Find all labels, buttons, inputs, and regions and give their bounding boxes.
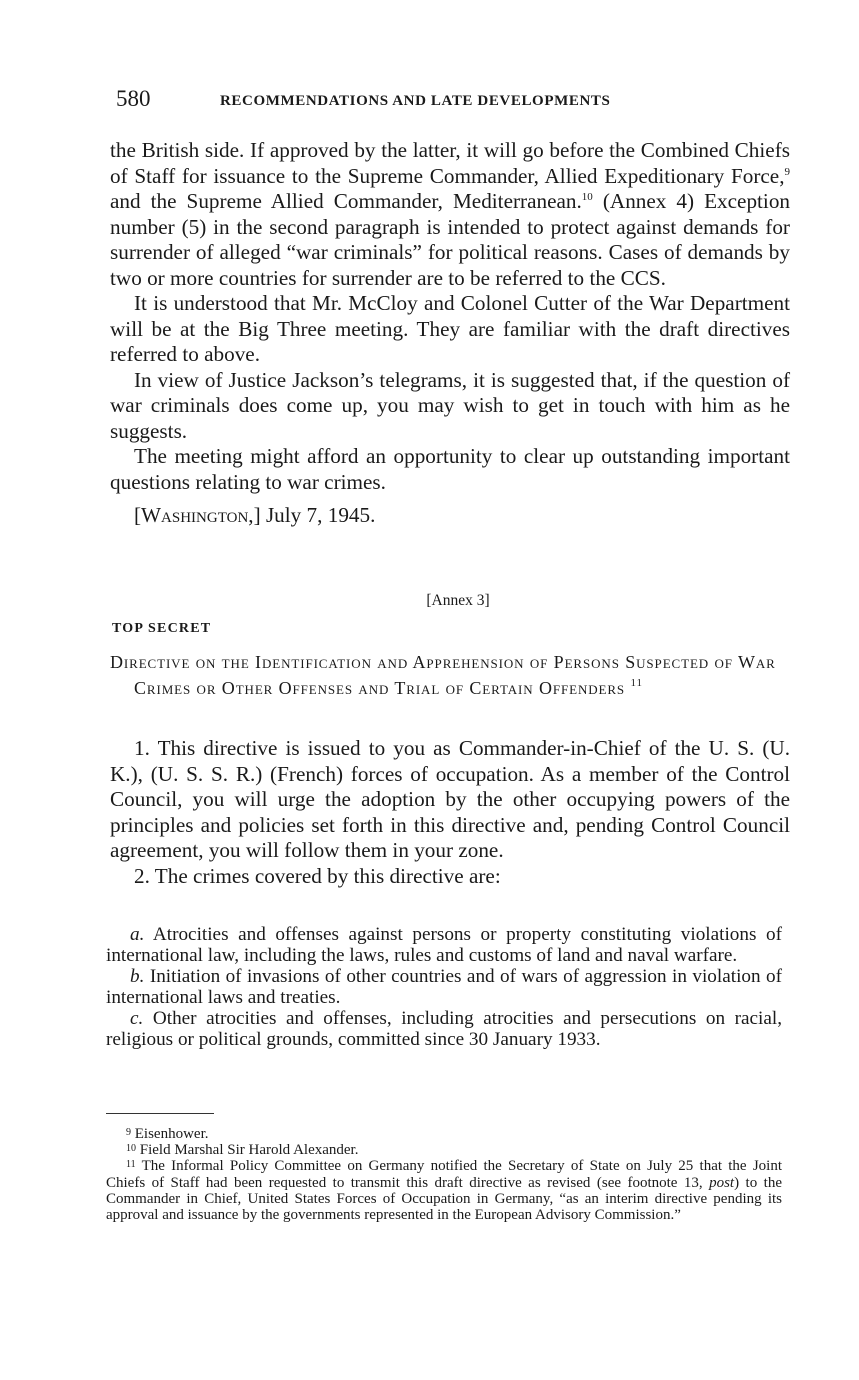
list-item-letter: c.	[130, 1008, 144, 1029]
running-title: RECOMMENDATIONS AND LATE DEVELOPMENTS	[220, 93, 611, 109]
memo-paragraph-4: The meeting might afford an opportunity to clear up outstanding important questions relating to war crimes.	[110, 444, 790, 494]
footnote-mark: 11	[126, 1159, 136, 1171]
memo-paragraph-3: In view of Justice Jackson’s telegrams, it is suggested that, if the question of war criminals does come up, you may wish to get in touch with him as he suggests.	[110, 367, 790, 443]
directive-title	[110, 649, 790, 701]
list-item-letter: a.	[130, 924, 145, 945]
footnote-ref-11: 11	[630, 677, 643, 689]
list-item	[106, 966, 782, 1008]
footnote-text: ) to the Commander in Chief, United States Forces of Occupation in Germany, “as an interim directive pending its approval and issuance by the governments represented in the European Advisory Commission.”	[106, 1174, 782, 1224]
directive-paragraph-2: 2. The crimes covered by this directive are:	[134, 863, 501, 888]
footnote-mark: 9	[126, 1127, 131, 1138]
footnote-italic-text: post	[709, 1174, 735, 1191]
footnotes	[106, 1126, 782, 1223]
classification-marking: TOP SECRET	[112, 621, 212, 636]
list-item-letter: b.	[130, 966, 145, 987]
list-item	[106, 1008, 782, 1050]
memo-paragraph-1	[110, 138, 790, 291]
directive-body	[110, 736, 790, 889]
list-item	[106, 924, 782, 966]
directive-title-text: Directive on the Identification and Apprehension of Persons Suspected of War Crimes or Other Offenses and Trial of Certain Offenders	[110, 652, 776, 698]
footnote-ref-9: 9	[784, 165, 790, 178]
footnote-text: The Informal Policy Committee on Germany notified the Secretary of State on July 25 that the Joint Chiefs of Staff had been requested to transmit this draft directive as revised (see footnote 13,	[106, 1158, 782, 1191]
dateline-date: July 7, 1945.	[260, 503, 376, 527]
footnote-text: Field Marshal Sir Harold Alexander.	[136, 1142, 359, 1159]
footnote-11	[106, 1158, 782, 1223]
memo-text: the British side. If approved by the latter, it will go before the Combined Chiefs of Staff for issuance to the Supreme Commander, Allied Expeditionary Force,	[110, 138, 790, 188]
list-item-text: Initiation of invasions of other countries and of wars of aggression in violation of international laws and treaties.	[106, 966, 782, 1008]
memo-text: and the Supreme Allied Commander, Mediterranean.	[110, 189, 582, 213]
footnote-ref-10: 10	[581, 191, 593, 203]
footnote-divider	[106, 1113, 214, 1114]
memo-text: (Annex 4) Exception number (5) in the second paragraph is intended to protect against demands for surrender of alleged “war criminals” for political reasons. Cases of demands by two or more countries for surrender are to be referred to the CCS.	[110, 189, 791, 290]
directive-paragraph-1: 1. This directive is issued to you as Commander-in-Chief of the U. S. (U. K.), (U. S. S. R.) (French) forces of occupation. As a member of the Control Council, you will urge the adoption by the other occupying powers of the principles and policies set forth in this directive and, pending Control Council agreement, you will follow them in your zone.	[110, 736, 790, 862]
page-number: 580	[116, 86, 151, 111]
footnote-9	[106, 1126, 782, 1142]
dateline	[110, 503, 790, 529]
dateline-place: [Washington,]	[134, 503, 261, 527]
list-item-text: Other atrocities and offenses, including atrocities and persecutions on racial, religious or political grounds, committed since 30 January 1933.	[106, 1008, 782, 1050]
running-head	[110, 86, 790, 116]
annex-label: [Annex 3]	[426, 592, 490, 609]
list-item-text: Atrocities and offenses against persons or property constituting violations of international law, including the laws, rules and customs of land and naval warfare.	[106, 924, 782, 966]
footnote-10	[106, 1142, 782, 1158]
footnote-mark: 10	[126, 1143, 136, 1155]
memo-paragraph-2: It is understood that Mr. McCloy and Colonel Cutter of the War Department will be at the Big Three meeting. They are familiar with the draft directives referred to above.	[110, 291, 790, 366]
crime-list	[106, 924, 782, 1050]
footnote-text: Eisenhower.	[131, 1126, 209, 1142]
memo-body	[110, 138, 790, 529]
